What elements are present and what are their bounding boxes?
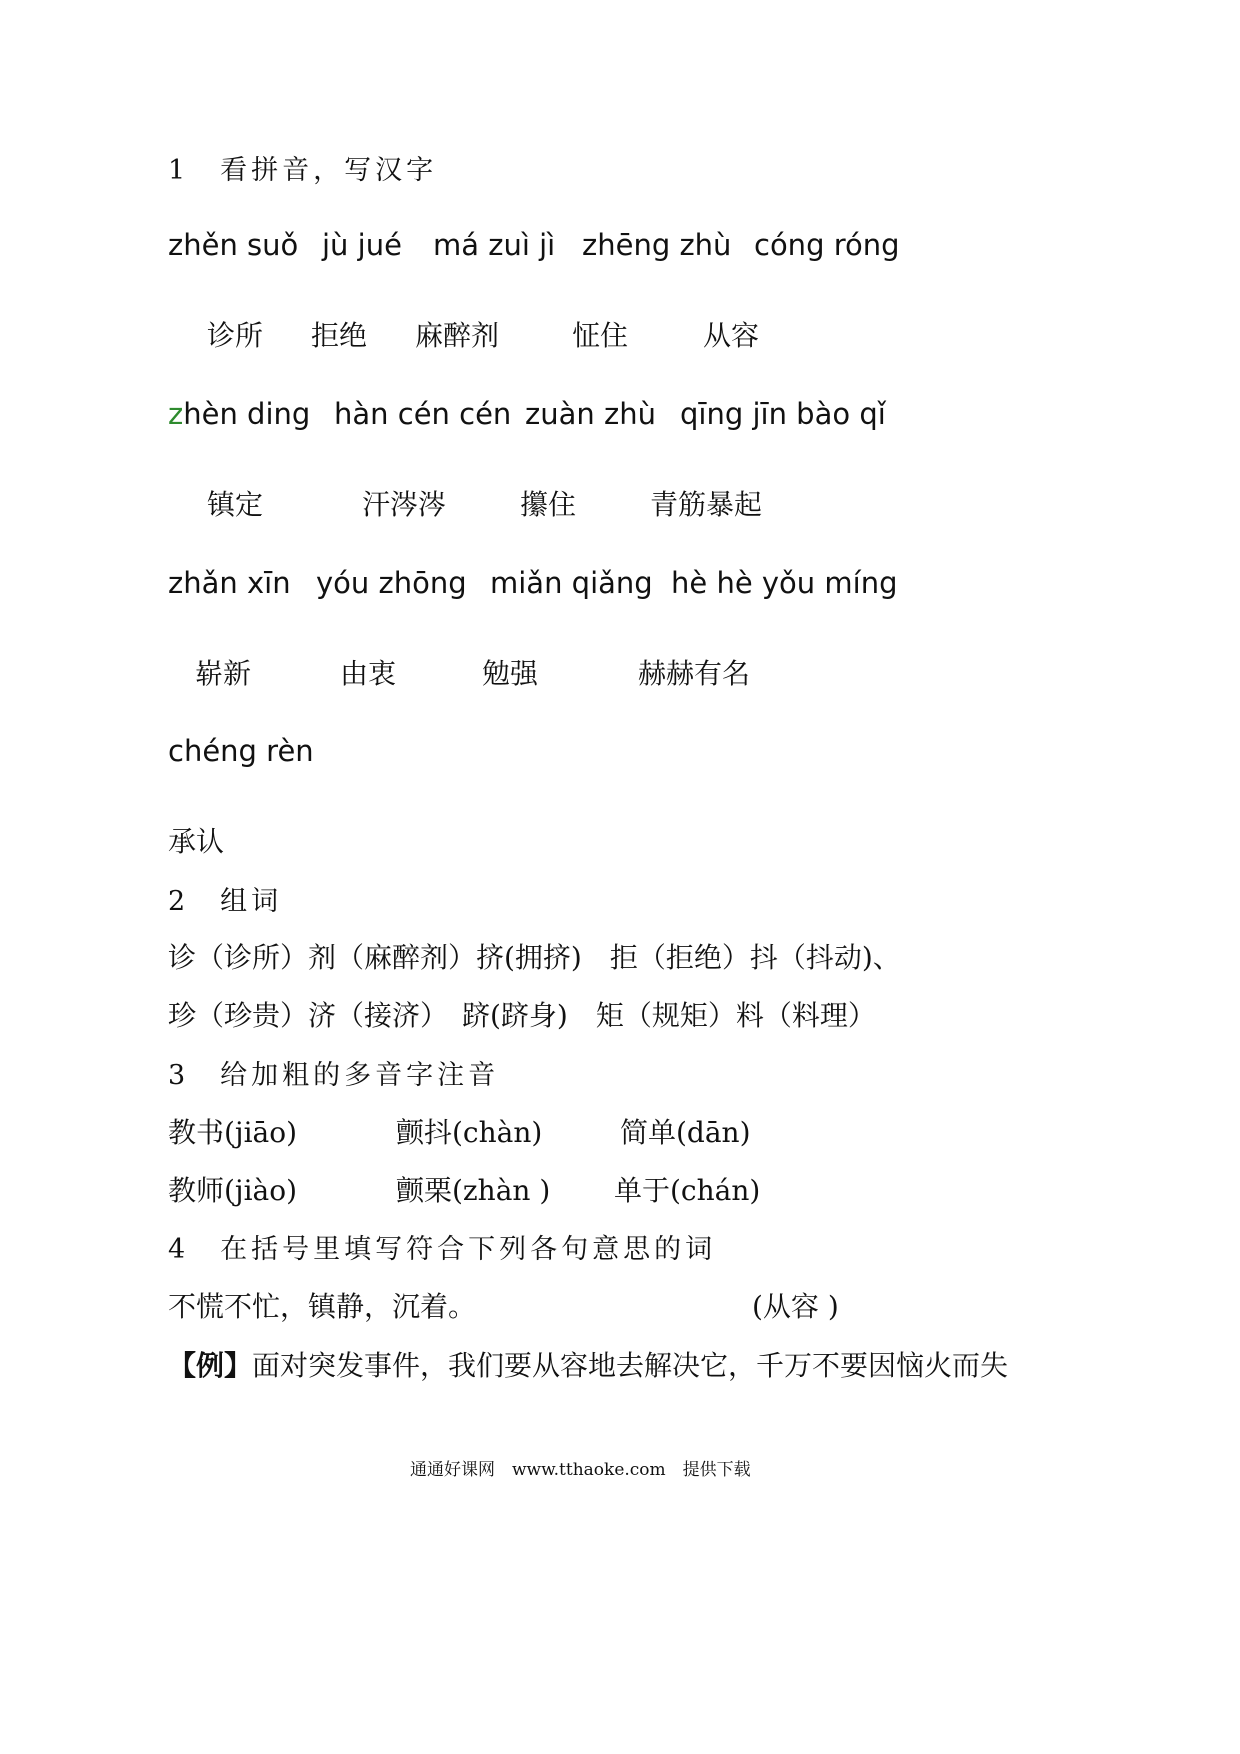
polyphone-chandou: 颤抖(chàn) xyxy=(396,1116,543,1149)
hanzi-chengren: 承认 xyxy=(168,825,225,858)
pinyin-zhen-ding xyxy=(168,397,310,431)
polyphone-jiandan: 简单(dān) xyxy=(620,1116,751,1149)
hanzi-zhengzhu: 怔住 xyxy=(572,319,629,352)
pinyin-qing-jin-bao-qi: qīng jīn bào qǐ xyxy=(680,397,886,431)
hanzi-heheyouming: 赫赫有名 xyxy=(638,657,751,690)
hanzi-zhending: 镇定 xyxy=(207,488,264,521)
pinyin-ma-zui-ji: má zuì jì xyxy=(433,228,556,262)
hanzi-mianqiang: 勉强 xyxy=(482,657,539,690)
pinyin-cheng-ren: chéng rèn xyxy=(168,734,314,768)
pinyin-zuan-zhu: zuàn zhù xyxy=(525,397,656,431)
hanzi-hancencen: 汗涔涔 xyxy=(362,488,447,521)
hanzi-qingjinbaoqi: 青筋暴起 xyxy=(650,488,763,521)
section1-heading: 1 看拼音，写汉字 xyxy=(168,155,438,186)
hanzi-zhanxin: 崭新 xyxy=(195,657,252,690)
pinyin-cong-rong: cóng róng xyxy=(754,228,900,262)
word-group-line-1: 诊（诊所）剂（麻醉剂）挤(拥挤) 拒（拒绝）抖（抖动)、 xyxy=(168,941,901,974)
definition-answer: (从容 ) xyxy=(752,1290,839,1323)
hanzi-zhensuo: 诊所 xyxy=(207,319,264,352)
pinyin-you-zhong: yóu zhōng xyxy=(316,566,467,600)
pinyin-zhan-xin: zhǎn xīn xyxy=(168,566,291,600)
pinyin-zhen-ding-rest: hèn ding xyxy=(183,397,311,431)
hanzi-mazuiji: 麻醉剂 xyxy=(415,319,500,352)
page-footer: 通通好课网 www.tthaoke.com 提供下载 xyxy=(410,1460,751,1480)
hanzi-congrong: 从容 xyxy=(703,319,760,352)
pinyin-zheng-zhu: zhēng zhù xyxy=(582,228,732,262)
hanzi-zuanzhu: 攥住 xyxy=(520,488,577,521)
word-group-line-2: 珍（珍贵）济（接济） 跻(跻身) 矩（规矩）料（料理） xyxy=(168,999,876,1032)
polyphone-jiaoshu: 教书(jiāo) xyxy=(168,1116,298,1149)
pinyin-mian-qiang: miǎn qiǎng xyxy=(490,566,653,600)
polyphone-zhanli: 颤栗(zhàn ) xyxy=(396,1174,551,1207)
polyphone-jiaoshi: 教师(jiào) xyxy=(168,1174,298,1207)
pinyin-he-he-you-ming: hè hè yǒu míng xyxy=(671,566,898,600)
polyphone-chanyu: 单于(chán) xyxy=(614,1174,761,1207)
section4-heading: 4 在括号里填写符合下列各句意思的词 xyxy=(168,1234,717,1265)
pinyin-zhen-suo: zhěn suǒ xyxy=(168,228,299,262)
section2-heading: 2 组词 xyxy=(168,886,283,917)
example-text: 面对突发事件，我们要从容地去解决它，千万不要因恼火而失 xyxy=(252,1349,1009,1382)
section3-heading: 3 给加粗的多音字注音 xyxy=(168,1060,500,1091)
example-tag: 【例】 xyxy=(168,1349,253,1382)
pinyin-highlight-letter: z xyxy=(168,397,184,431)
pinyin-han-cen-cen: hàn cén cén xyxy=(334,397,512,431)
hanzi-jujue: 拒绝 xyxy=(311,319,368,352)
hanzi-youzhong: 由衷 xyxy=(340,657,397,690)
pinyin-ju-jue: jù jué xyxy=(322,228,402,262)
definition-text: 不慌不忙，镇静，沉着。 xyxy=(168,1290,477,1323)
example-sentence xyxy=(168,1344,1008,1384)
